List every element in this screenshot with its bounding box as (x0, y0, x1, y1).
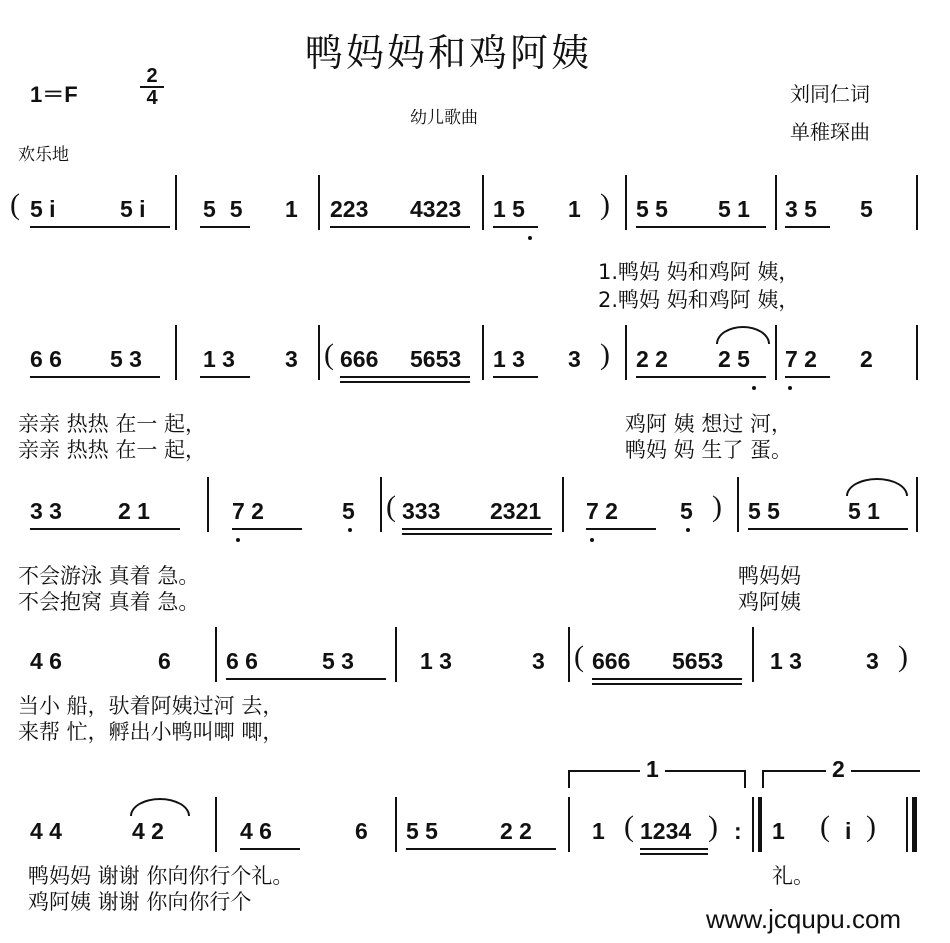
barline (916, 175, 918, 230)
repeat-paren-close: ) (600, 188, 610, 221)
note: 223 (330, 196, 369, 222)
barline (175, 175, 177, 230)
final-barline-thick (912, 797, 917, 852)
lyrics-line-5-verse-1-ending: 礼。 (772, 864, 814, 888)
volta-tick (568, 770, 570, 788)
note: 6 (355, 818, 368, 844)
lyrics-line-2-verse-1-b: 鸡阿 姨 想过 河， (625, 412, 793, 436)
lyrics-line-2-verse-1-a: 亲亲 热热 在一 起， (18, 412, 207, 436)
beam (340, 376, 470, 378)
slur (130, 798, 190, 816)
note: 55 (203, 196, 257, 222)
repeat-paren-open: ( (386, 490, 396, 523)
beam (640, 853, 708, 855)
barline (562, 477, 564, 532)
note: 3 (568, 346, 581, 372)
lyrics-line-1-verse-2: 2.鸭妈 妈和鸡阿 姨， (598, 288, 800, 312)
note: i (845, 818, 852, 844)
key-signature: 1＝F (30, 82, 78, 107)
note: 4 4 (30, 818, 62, 844)
beam (402, 528, 552, 530)
barline (775, 325, 777, 380)
volta-second-number: 2 (826, 756, 851, 783)
song-title: 鸭妈妈和鸡阿姨 (305, 31, 593, 75)
barline (916, 477, 918, 532)
note: 4 6 (240, 818, 272, 844)
note: 1 (568, 196, 581, 222)
beam (402, 533, 552, 535)
barline (380, 477, 382, 532)
lyrics-line-5-verse-1: 鸭妈妈 谢谢 你向你行个礼。 (28, 864, 294, 888)
tempo-marking: 欢乐地 (18, 145, 69, 165)
barline (318, 325, 320, 380)
time-signature (140, 66, 164, 108)
barline (482, 175, 484, 230)
beam (30, 528, 180, 530)
note: 1 (772, 818, 785, 844)
barline (215, 797, 217, 852)
note: 5 5 (636, 196, 668, 222)
beam (636, 376, 766, 378)
note: 5 3 (110, 346, 142, 372)
beam (340, 381, 470, 383)
note: 5 (860, 196, 873, 222)
note: 2321 (490, 498, 542, 524)
repeat-paren-close: ) (712, 490, 722, 523)
lyrics-line-3-verse-2-b: 鸡阿姨 (738, 590, 801, 614)
beam (226, 678, 386, 680)
repeat-paren-open: ( (624, 810, 634, 843)
barline (752, 627, 754, 682)
note: 2 2 (500, 818, 532, 844)
low-octave-dot (348, 528, 352, 532)
beam (592, 678, 742, 680)
repeat-paren-close: ) (898, 640, 908, 673)
note: 2 1 (118, 498, 150, 524)
barline (737, 477, 739, 532)
note: 7 2 (785, 346, 817, 372)
low-octave-dot (590, 538, 594, 542)
barline (752, 797, 754, 852)
repeat-paren-open: ( (324, 338, 334, 371)
note: 666 (592, 648, 631, 674)
note: 3 (866, 648, 879, 674)
note: 2 5 (718, 346, 750, 372)
barline (625, 325, 627, 380)
volta-tick (744, 770, 746, 788)
lyrics-line-5-verse-2: 鸡阿姨 谢谢 你向你行个 (28, 890, 252, 914)
beam (232, 528, 302, 530)
beam (785, 376, 830, 378)
beam (636, 226, 766, 228)
low-octave-dot (528, 236, 532, 240)
low-octave-dot (236, 538, 240, 542)
beam (586, 528, 656, 530)
composer-credit: 单稚琛曲 (790, 120, 870, 144)
note: 6 6 (226, 648, 258, 674)
note: 1 (285, 196, 298, 222)
lyrics-line-3-verse-1-a: 不会游泳 真着 急。 (18, 564, 200, 588)
low-octave-dot (686, 528, 690, 532)
beam (592, 683, 742, 685)
repeat-paren-open: ( (820, 810, 830, 843)
beam (406, 848, 556, 850)
note: 3 5 (785, 196, 817, 222)
barline (568, 797, 570, 852)
note: 5 (680, 498, 693, 524)
barline (395, 797, 397, 852)
beam (493, 376, 538, 378)
note: 5 5 (406, 818, 438, 844)
note: 4323 (410, 196, 462, 222)
note: 6 (158, 648, 171, 674)
note: 666 (340, 346, 379, 372)
beam (240, 848, 300, 850)
repeat-paren-open: ( (10, 188, 20, 221)
note: 7 2 (586, 498, 618, 524)
note: 333 (402, 498, 441, 524)
note: 4 2 (132, 818, 164, 844)
beam (748, 528, 908, 530)
note: 1 3 (493, 346, 525, 372)
lyrics-line-2-verse-2-a: 亲亲 热热 在一 起， (18, 438, 207, 462)
note: 1234 (640, 818, 692, 844)
note: 5 1 (848, 498, 880, 524)
volta-first-number: 1 (640, 756, 665, 783)
note: 5 i (120, 196, 146, 222)
barline (215, 627, 217, 682)
genre-label: 幼儿歌曲 (410, 108, 478, 128)
beam (30, 376, 160, 378)
low-octave-dot (788, 386, 792, 390)
note: 4 6 (30, 648, 62, 674)
note: 5 3 (322, 648, 354, 674)
repeat-barline-thick (758, 797, 762, 852)
note: 1 3 (770, 648, 802, 674)
beam (200, 226, 250, 228)
note: 1 (592, 818, 605, 844)
note: 1 5 (493, 196, 525, 222)
repeat-paren-open: ( (574, 640, 584, 673)
time-signature-bottom: 4 (140, 86, 164, 108)
beam (30, 226, 170, 228)
time-signature-top: 2 (146, 65, 158, 87)
barline (775, 175, 777, 230)
note: 3 (532, 648, 545, 674)
note: 3 (285, 346, 298, 372)
repeat-paren-close: ) (708, 810, 718, 843)
lyrics-line-4-verse-1: 当小 船，驮着阿姨过河 去， (18, 694, 284, 718)
barline (568, 627, 570, 682)
low-octave-dot (752, 386, 756, 390)
watermark-url: www.jcqupu.com (706, 904, 902, 934)
slur (846, 478, 908, 496)
barline (395, 627, 397, 682)
barline (318, 175, 320, 230)
note: 5653 (410, 346, 462, 372)
lyrics-line-3-verse-1-b: 鸭妈妈 (738, 564, 801, 588)
note: 1 3 (203, 346, 235, 372)
note: 2 2 (636, 346, 668, 372)
beam (200, 376, 250, 378)
note: 6 6 (30, 346, 62, 372)
barline (625, 175, 627, 230)
barline (175, 325, 177, 380)
note: 5 i (30, 196, 56, 222)
lyrics-line-1-verse-1: 1.鸭妈 妈和鸡阿 姨， (598, 260, 800, 284)
note: 3 3 (30, 498, 62, 524)
barline (916, 325, 918, 380)
lyrics-line-4-verse-2: 来帮 忙，孵出小鸭叫唧 唧， (18, 720, 284, 744)
barline (906, 797, 908, 852)
note: 5 (342, 498, 355, 524)
note: 2 (860, 346, 873, 372)
note: 5 5 (748, 498, 780, 524)
note: 1 3 (420, 648, 452, 674)
lyrics-line-3-verse-2-a: 不会抱窝 真着 急。 (18, 590, 200, 614)
repeat-sign: : (734, 818, 742, 844)
beam (785, 226, 830, 228)
lyrics-line-2-verse-2-b: 鸭妈 妈 生了 蛋。 (625, 438, 793, 462)
repeat-paren-close: ) (866, 810, 876, 843)
barline (482, 325, 484, 380)
lyricist-credit: 刘同仁词 (790, 82, 870, 106)
beam (493, 226, 538, 228)
slur (716, 326, 770, 344)
note: 5 1 (718, 196, 750, 222)
note: 7 2 (232, 498, 264, 524)
volta-tick (762, 770, 764, 788)
beam (640, 848, 708, 850)
repeat-paren-close: ) (600, 338, 610, 371)
beam (330, 226, 470, 228)
barline (207, 477, 209, 532)
note: 5653 (672, 648, 724, 674)
